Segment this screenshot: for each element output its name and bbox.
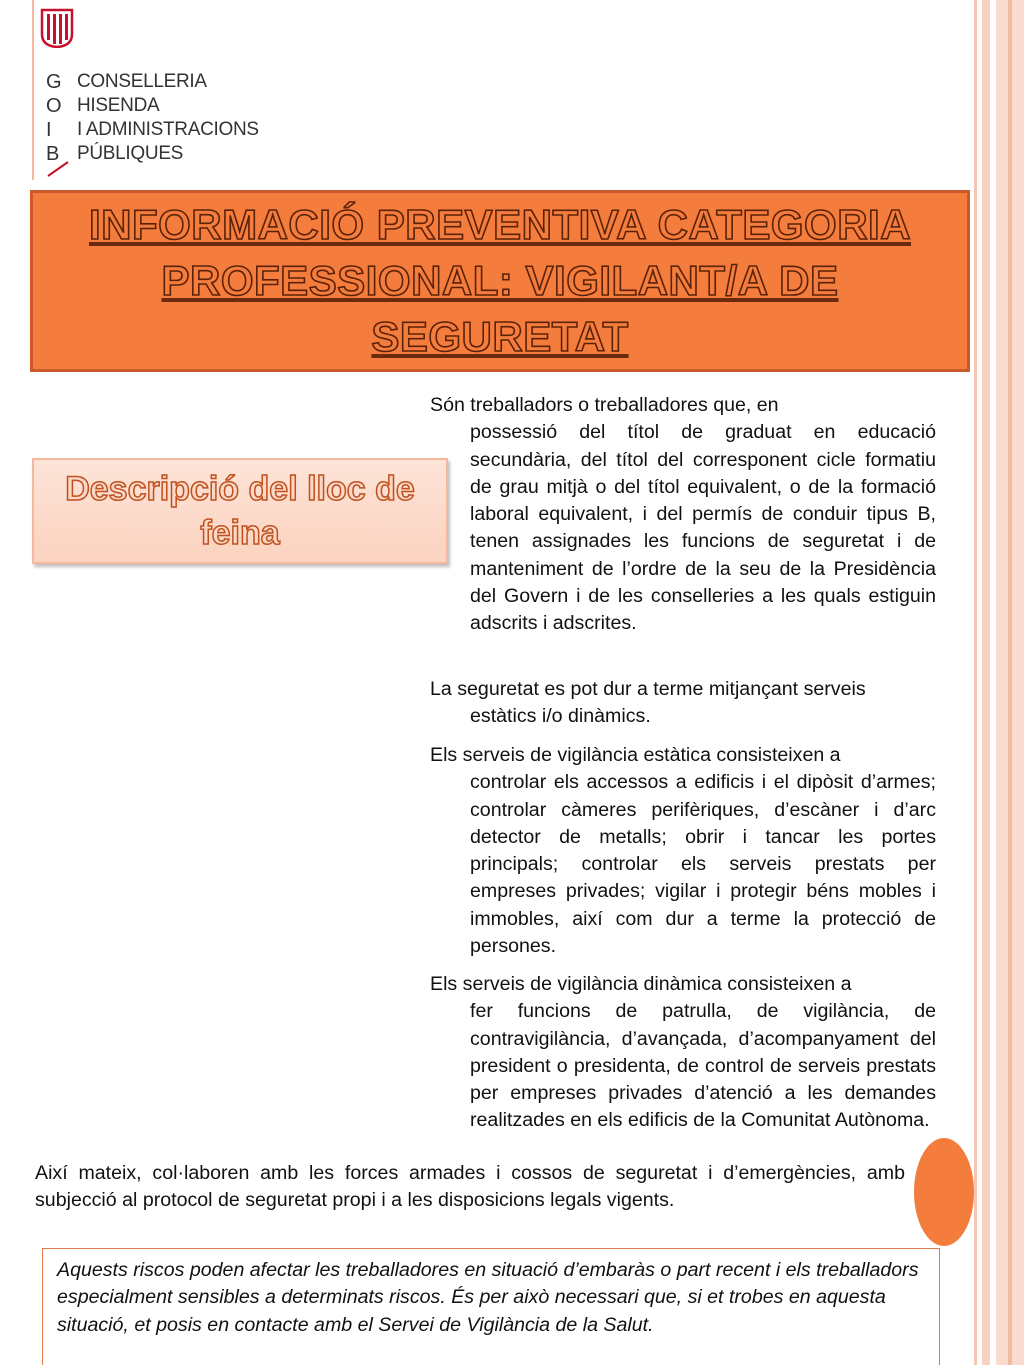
- notice-text: Aquests riscos poden afectar les treballadores en situació d’embaràs o part recent i els treballadors especialment sensibles a determinats riscos. És per això necessari que, si et trobes en aquesta situació, et posis en contacte amb el Servei de Vigilància de la Salut.: [57, 1259, 919, 1336]
- decorative-right-border: [974, 0, 1024, 1365]
- paragraph-dynamic-surveillance: Els serveis de vigilància dinàmica consisteixen a fer funcions de patrulla, de vigilància, de contravigilància, d’avançada, d’acompanyament del president o presidenta, de control de serveis prestats per empreses privades d’atenció a les demandes realitzades en els edificis de la Comunitat Autònoma.: [430, 973, 936, 1132]
- logo-department-name: CONSELLERIA HISENDA I ADMINISTRACIONS PÚBLIQUES: [77, 71, 259, 164]
- section-label: Descripció del lloc de feina: [65, 470, 415, 552]
- paragraph-intro: Són treballadors o treballadores que, en possessió del títol de graduat en educació secundària, del títol del corresponent cicle formatiu de grau mitjà o del títol equivalent, o de la formació laboral equivalent, i del permís de conduir tipus B, tenen assignades les funcions de seguretat i de manteniment de l’ordre de la seu de la Presidència del Govern i de les conselleries a les quals estiguin adscrits i adscrites.: [430, 394, 936, 635]
- decorative-left-line: [32, 0, 34, 180]
- paragraph-collaboration: Així mateix, col·laboren amb les forces armades i cossos de seguretat i d’emergències, amb subjecció al protocol de seguretat propi i a les disposicions legals vigents.: [35, 1162, 905, 1212]
- logo-slash-icon: [46, 160, 76, 190]
- paragraph-services: La seguretat es pot dur a terme mitjançant serveis estàtics i/o dinàmics.: [430, 678, 866, 728]
- title-banner: [30, 190, 970, 372]
- coat-of-arms-icon: [40, 8, 74, 48]
- goib-logo: [40, 8, 280, 178]
- paragraph-static-surveillance: Els serveis de vigilància estàtica consisteixen a controlar els accessos a edificis i el dipòsit d’armes; controlar càmeres perifèriques, d’escàner i d’arc detector de metalls; obrir i tancar les portes principals; controlar els serveis prestats per empreses privades; vigilar i protegir béns mobles i immobles, així com dur a terme la protecció de persones.: [430, 744, 936, 958]
- notice-box: [42, 1248, 940, 1365]
- decorative-oval: [914, 1138, 974, 1246]
- logo-letters: G O I B: [46, 71, 62, 165]
- page-title: INFORMACIÓ PREVENTIVA CATEGORIA PROFESSIONAL: VIGILANT/A DE SEGURETAT: [88, 201, 912, 360]
- section-label-box: [32, 458, 448, 564]
